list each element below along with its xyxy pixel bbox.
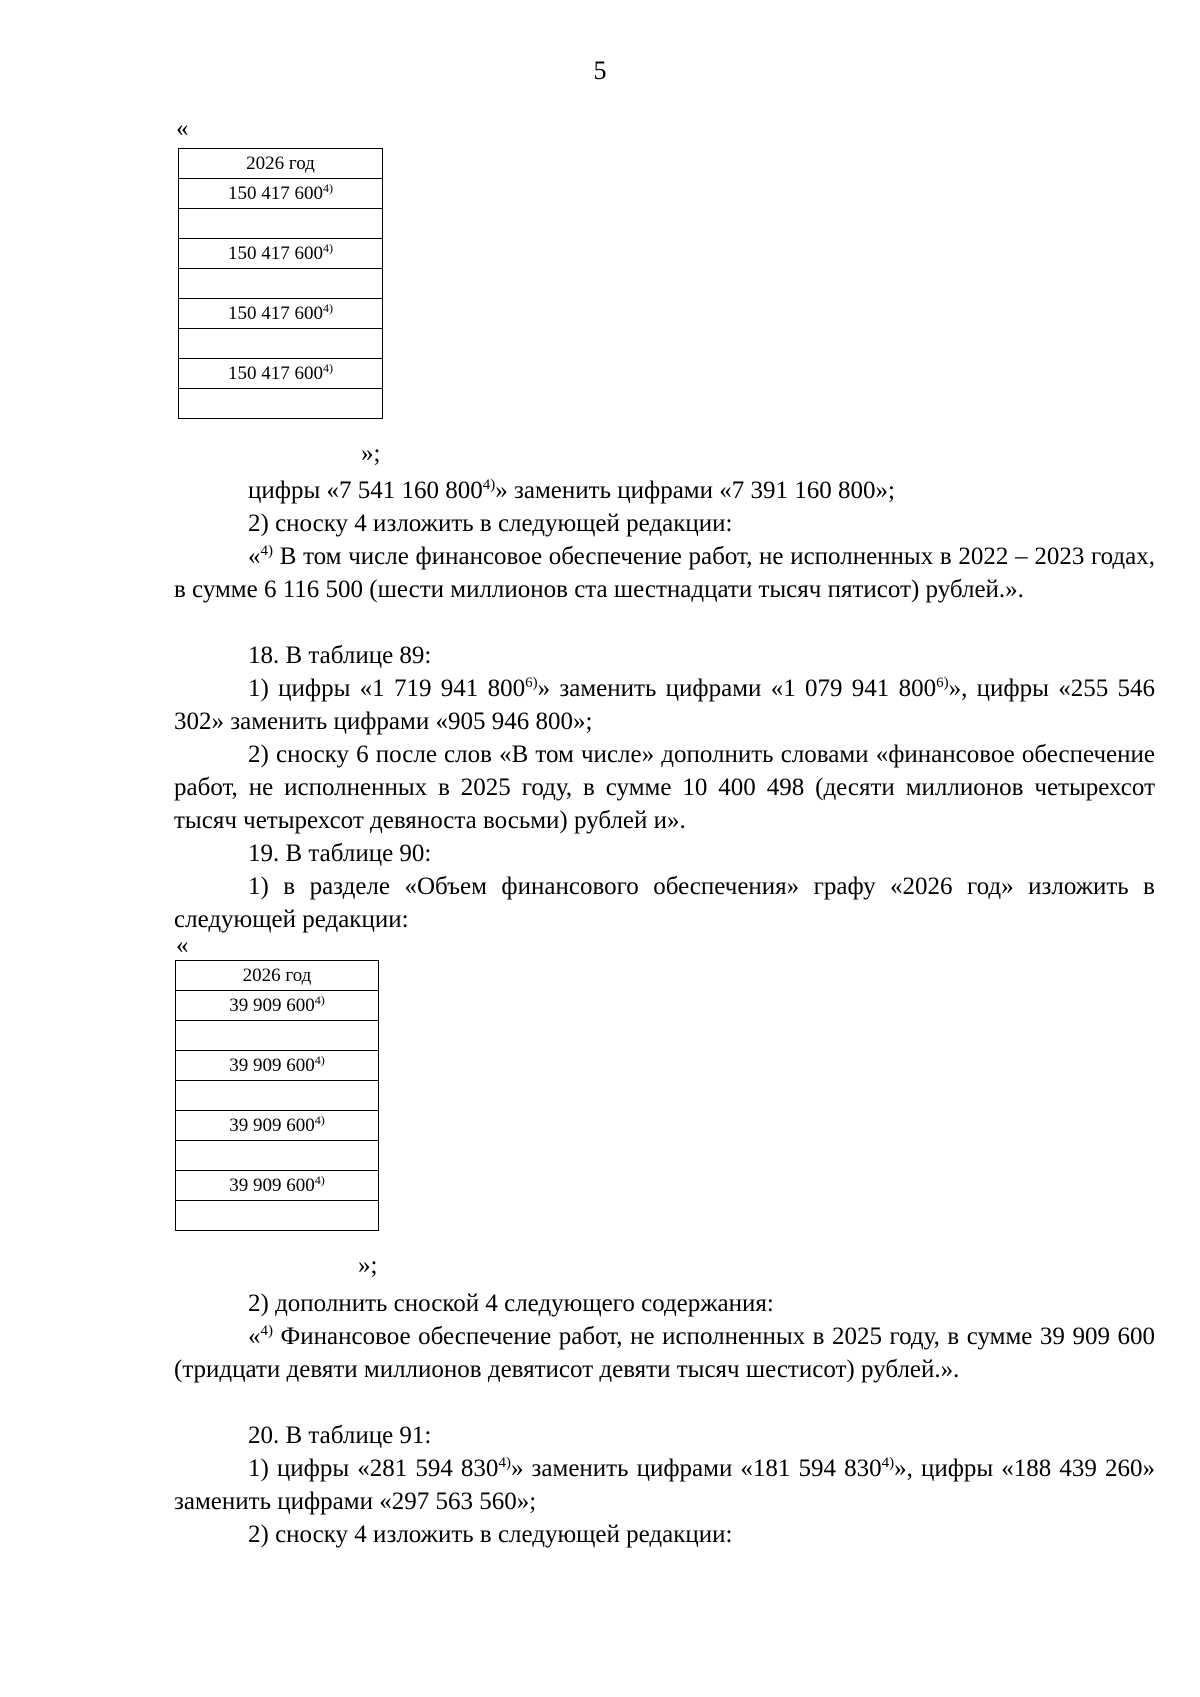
quote-close-2: »; [358,1252,378,1279]
table-row [179,329,383,359]
table-cell: 150 417 600$^{4)}$ [179,359,383,389]
paragraph-table-91-digits: 1) цифры «281 594 830$^{4)}$» заменить цифрами «181 594 830$^{4)}$», цифры «188 439 260» заменить цифрами «297 563 560»; [174,1455,1155,1515]
table-cell [179,209,383,239]
table-cell [176,1021,379,1051]
table-cell [179,269,383,299]
table-cell: 39 909 600$^{4)}$ [176,1171,379,1201]
paragraph-digits-replace-1: цифры «7 541 160 800$^{4)}$» заменить цифрами «7 391 160 800»; [248,477,895,504]
paragraph-table-89-digits: 1) цифры «1 719 941 800$^{6)}$» заменить цифрами «1 079 941 800$^{6)}$», цифры «255 546 302» заменить цифрами «905 946 800»; [174,675,1155,735]
table-header-cell: 2026 год [179,149,383,179]
table-cell: 39 909 600$^{4)}$ [176,1051,379,1081]
heading-table-89: 18. В таблице 89: [248,642,432,669]
table-row [179,299,383,329]
table-row [179,359,383,389]
year-2026-table-2 [175,960,379,1231]
table-header-cell: 2026 год [176,961,379,991]
table-row [176,1051,379,1081]
table-row [179,179,383,209]
table-row [176,1171,379,1201]
quote-close-1: »; [361,440,381,467]
paragraph-add-footnote-4: 2) дополнить сноской 4 следующего содержания: [248,1290,774,1317]
table-cell [176,1141,379,1171]
table-row [176,1081,379,1111]
table-cell: 39 909 600$^{4)}$ [176,991,379,1021]
table-cell [179,389,383,419]
table-row [176,991,379,1021]
paragraph-table-91-footnote-4: 2) сноску 4 изложить в следующей редакции: [248,1521,733,1548]
table-cell: 150 417 600$^{4)}$ [179,239,383,269]
table-header-row [179,149,383,179]
table-cell: 150 417 600$^{4)}$ [179,299,383,329]
quote-open-2: « [176,932,189,959]
quote-open-1: « [176,115,189,142]
table-cell: 39 909 600$^{4)}$ [176,1111,379,1141]
paragraph-footnote-4-text: «$^{4)}$ В том числе финансовое обеспечение работ, не исполненных в 2022 – 2023 годах, в сумме 6 116 500 (шести миллионов ста шестнадцати тысяч пятисот) рублей.». [174,543,1155,603]
table-row [179,389,383,419]
paragraph-table-90-section: 1) в разделе «Объем финансового обеспечения» графу «2026 год» изложить в следующей редакции: [174,873,1155,933]
table-row [176,1021,379,1051]
table-row [176,1141,379,1171]
paragraph-table-89-footnote-6: 2) сноску 6 после слов «В том числе» дополнить словами «финансовое обеспечение работ, не исполненных в 2025 году, в сумме 10 400 498 (десяти миллионов четырехсот тысяч четырехсот девяноста восьми) рублей и». [174,741,1155,834]
table-cell: 150 417 600$^{4)}$ [179,179,383,209]
year-2026-table-1 [178,148,383,419]
page-number: 5 [593,56,607,85]
table-row [179,239,383,269]
table-cell [176,1201,379,1231]
table-row [179,209,383,239]
table-row [176,1201,379,1231]
paragraph-footnote-4-content: «$^{4)}$ Финансовое обеспечение работ, не исполненных в 2025 году, в сумме 39 909 600 (тридцати девяти миллионов девятисот девяти тысяч шестисот) рублей.». [174,1323,1155,1383]
table-header-row [176,961,379,991]
heading-table-90: 19. В таблице 90: [248,840,432,867]
table-cell [179,329,383,359]
paragraph-footnote-4-edit: 2) сноску 4 изложить в следующей редакции: [248,510,733,537]
table-row [179,269,383,299]
heading-table-91: 20. В таблице 91: [248,1422,432,1449]
table-cell [176,1081,379,1111]
table-row [176,1111,379,1141]
